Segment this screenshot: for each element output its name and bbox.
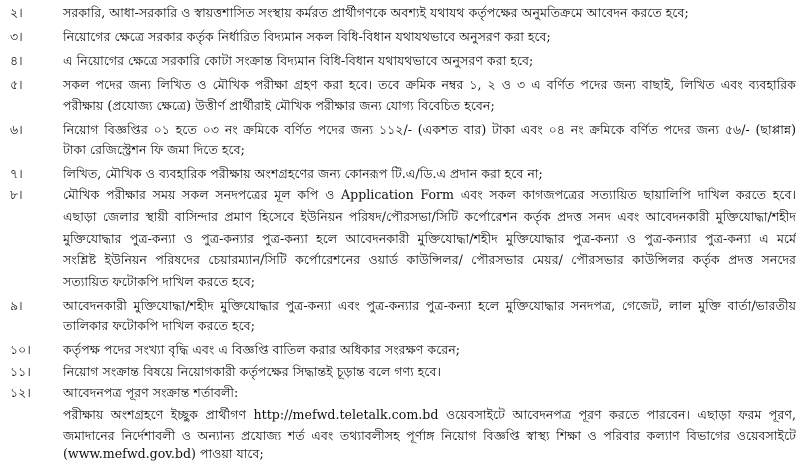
item-text-line: লিখিত, মৌখিক ও ব্যবহারিক পরীক্ষায় অংশগ্রহণের জন্য কোনরূপ টি.এ/ডি.এ প্রদান করা হবে না; [63, 166, 543, 181]
item-text-line: নিয়োগের ক্ষেত্রে সরকার কর্তৃক নির্ধারিত বিদ্যমান সকল বিধি-বিধান যথাযথভাবে অনুসরণ করা হবে; [63, 29, 551, 44]
item-number: ৮। [10, 187, 23, 202]
list-item-6-cont [0, 140, 800, 159]
item-text-line: মুক্তিযোদ্ধার পুত্র-কন্যা ও পুত্র-কন্যার পুত্র-কন্যা হলে আবেদনকারী মুক্তিযোদ্ধা/শহীদ মুক্তিযোদ্ধার পুত্র-কন্যা ও পুত্র-কন্যার পুত্র-কন্যা এ মর্মে [63, 231, 796, 246]
item-number: ২। [10, 5, 23, 20]
item-text-line: সকল পদের জন্য লিখিত ও মৌখিক পরীক্ষা গ্রহণ করা হবে। তবে ক্রমিক নম্বর ১, ২ ও ৩ এ বর্ণিত পদের জন্য বাছাই, লিখিত এবং ব্যবহারিক [63, 77, 796, 92]
item-text-line: পরীক্ষায় (প্রযোজ্য ক্ষেত্রে) উত্তীর্ণ প্রার্থীরাই মৌখিক পরীক্ষার জন্য যোগ্য বিবেচিত হবেন; [63, 98, 495, 113]
item-number: ৫। [10, 77, 23, 92]
item-text-line: কর্তৃপক্ষ পদের সংখ্যা বৃদ্ধি এবং এ বিজ্ঞপ্তি বাতিল করার অধিকার সংরক্ষণ করেন; [63, 342, 460, 357]
item-number: ৬। [10, 122, 23, 137]
list-item-9-cont [0, 316, 800, 335]
item-text-line: সরকারি, আধা-সরকারি ও স্বায়ত্তশাসিত সংস্থায় কর্মরত প্রার্থীগণকে অবশ্যই যথাযথ কর্তৃপক্ষের অনুমতিক্রমে আবেদন করতে হবে; [63, 5, 689, 20]
list-item-9 [0, 296, 800, 315]
list-item-8 [0, 185, 800, 204]
list-item-2 [0, 3, 800, 22]
item-number: ১০। [10, 342, 31, 357]
item-text-line: (www.mefwd.gov.bd) পাওয়া যাবে; [63, 446, 264, 461]
list-item-5-cont [0, 96, 800, 115]
item-text-line: তালিকার ফটোকপি দাখিল করতে হবে; [63, 318, 255, 333]
list-item-11 [0, 362, 800, 381]
item-text-line: নিয়োগ সংক্রান্ত বিষয়ে নিয়োগকারী কর্তৃপক্ষের সিদ্ধান্তই চূড়ান্ত বলে গণ্য হবে। [63, 364, 441, 379]
list-item-8-cont-4 [0, 272, 800, 291]
item-number: ৭। [10, 166, 23, 181]
list-item-12-cont-2 [0, 426, 800, 445]
list-item-8-cont-1 [0, 207, 800, 226]
list-item-7 [0, 164, 800, 183]
list-item-5 [0, 75, 800, 94]
list-item-8-cont-2 [0, 229, 800, 248]
item-number: ১২। [10, 385, 31, 400]
item-number: ৪। [10, 53, 23, 68]
list-item-4 [0, 51, 800, 70]
item-number: ৯। [10, 298, 23, 313]
list-item-12-cont-1 [0, 405, 800, 424]
item-text-line: জমাদানের নির্দেশাবলী ও অন্যান্য প্রযোজ্য শর্ত এবং তথ্যাবলীসহ পূর্ণাঙ্গ নিয়োগ বিজ্ঞপ্তি স্বাস্থ্য শিক্ষা ও পরিবার কল্যাণ বিভাগের ওয়েবসাইটে [63, 428, 796, 443]
item-text-line: সত্যায়িত ফটোকপি দাখিল করতে হবে; [63, 274, 255, 289]
item-text-line: এছাড়া জেলার স্থায়ী বাসিন্দার প্রমাণ হিসেবে ইউনিয়ন পরিষদ/পৌরসভা/সিটি কর্পোরেশন কর্তৃক প্রদত্ত সনদ এবং আবেদনকারী মুক্তিযোদ্ধা/শহীদ [63, 209, 796, 224]
item-text-line: পরীক্ষায় অংশগ্রহণে ইচ্ছুক প্রার্থীগণ http://mefwd.teletalk.com.bd ওয়েবসাইটে আবেদনপত্র পূরণ করতে পারবেন। এছাড়া ফরম পূরণ, [63, 407, 796, 422]
list-item-8-cont-3 [0, 250, 800, 269]
list-item-12 [0, 383, 800, 402]
item-text-line: টাকা রেজিস্ট্রেশন ফি জমা দিতে হবে; [63, 142, 245, 157]
item-text-line: আবেদনকারী মুক্তিযোদ্ধা/শহীদ মুক্তিযোদ্ধার পুত্র-কন্যা এবং পুত্র-কন্যার পুত্র-কন্যা হলে মুক্তিযোদ্ধার সনদপত্র, গেজেট, লাল মুক্তি বার্তা/ভারতীয় [63, 298, 796, 313]
list-item-12-cont-3 [0, 444, 800, 463]
item-text-line: মৌখিক পরীক্ষার সময় সকল সনদপত্রের মূল কপি ও Application Form এবং সকল কাগজপত্রের সত্যায়িত ছায়ালিপি দাখিল করতে হবে। [63, 187, 796, 202]
list-item-6 [0, 120, 800, 139]
item-number: ১১। [10, 364, 31, 379]
item-text-line: নিয়োগ বিজ্ঞপ্তির ০১ হতে ০৩ নং ক্রমিকে বর্ণিত পদের জন্য ১১২/- (একশত বার) টাকা এবং ০৪ নং ক্রমিকে বর্ণিত পদের জন্য ৫৬/- (ছাপ্পান্ন) [63, 122, 796, 137]
list-item-3 [0, 27, 800, 46]
item-text-line: এ নিয়োগের ক্ষেত্রে সরকারি কোটা সংক্রান্ত বিদ্যমান বিধি-বিধান যথাযথভাবে অনুসরণ করা হবে; [63, 53, 534, 68]
item-number: ৩। [10, 29, 23, 44]
item-text-line: সংশ্লিষ্ট ইউনিয়ন পরিষদের চেয়ারম্যান/সিটি কর্পোরেশনের ওয়ার্ড কাউন্সিলর/ পৌরসভার মেয়র/ পৌরসভার কাউন্সিলর কর্তৃক প্রদত্ত সনদের [63, 252, 796, 267]
item-text-line: আবেদনপত্র পূরণ সংক্রান্ত শর্তাবলী: [63, 385, 239, 400]
list-item-10 [0, 340, 800, 359]
